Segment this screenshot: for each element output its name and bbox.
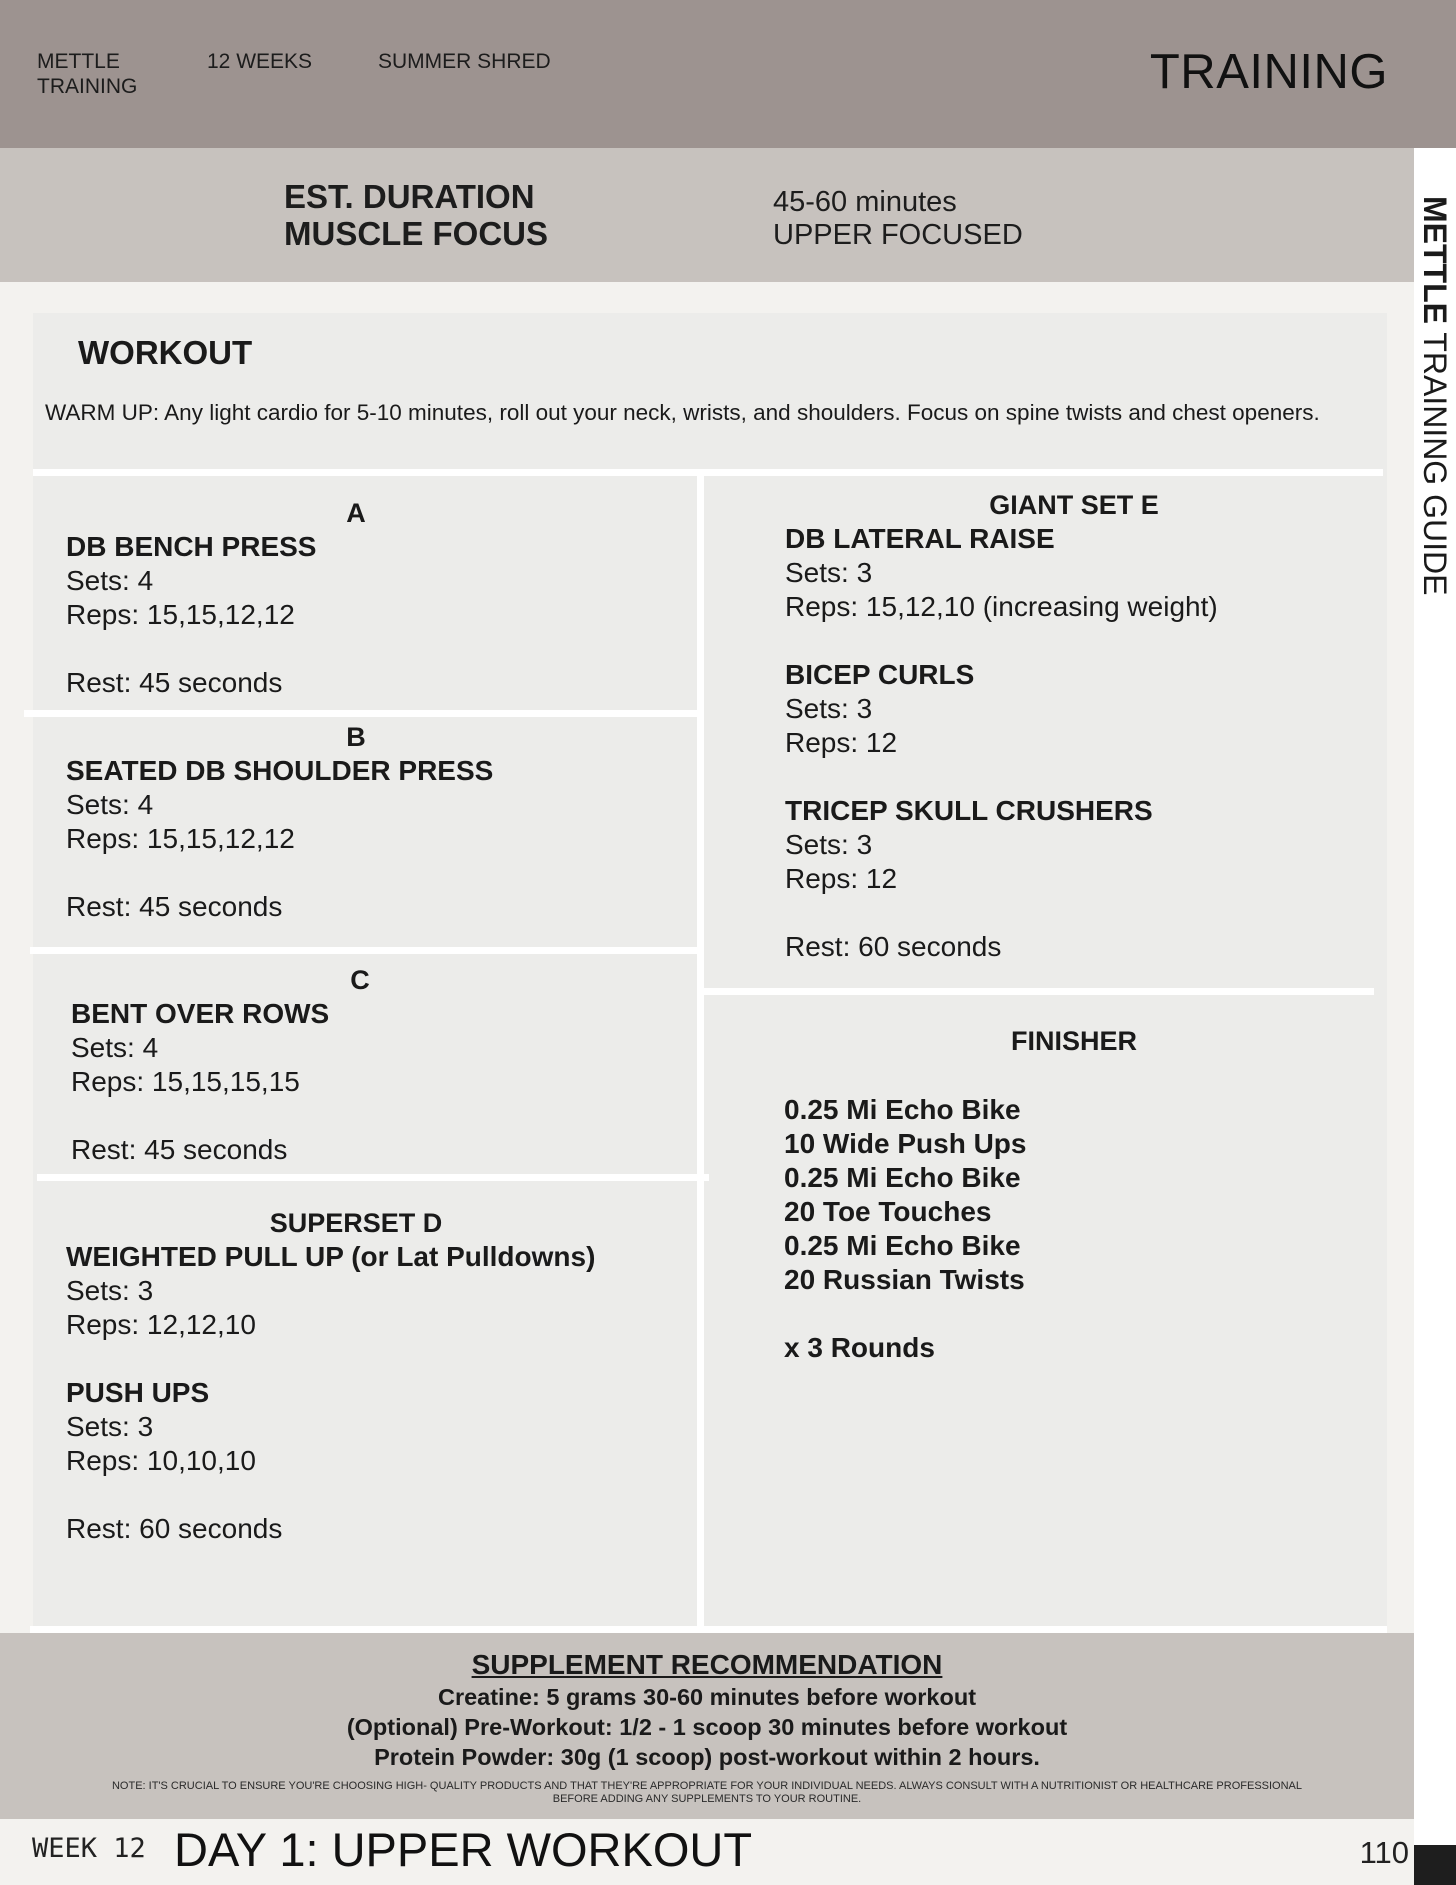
exercise-name: BENT OVER ROWS bbox=[71, 998, 330, 1029]
exercise-reps: Reps: 15,15,12,12 bbox=[66, 599, 295, 630]
supplement-line: Protein Powder: 30g (1 scoop) post-workout within 2 hours. bbox=[374, 1744, 1040, 1770]
workout-title: WORKOUT bbox=[78, 334, 253, 371]
exercise-sets: Sets: 4 bbox=[71, 1032, 159, 1063]
warmup-text: WARM UP: Any light cardio for 5-10 minutes, roll out your neck, wrists, and shoulders. Focus on spine twists and chest openers. bbox=[45, 400, 1320, 425]
supplement-line: (Optional) Pre-Workout: 1/2 - 1 scoop 30 minutes before workout bbox=[346, 1714, 1068, 1740]
finisher-item: 10 Wide Push Ups bbox=[784, 1128, 1027, 1159]
exercise-name: WEIGHTED PULL UP (or Lat Pulldowns) bbox=[66, 1241, 596, 1272]
divider-horizontal bbox=[37, 1174, 709, 1181]
finisher-item: 0.25 Mi Echo Bike bbox=[784, 1094, 1021, 1125]
finisher-item: 0.25 Mi Echo Bike bbox=[784, 1230, 1021, 1261]
exercise-reps: Reps: 15,12,10 (increasing weight) bbox=[785, 591, 1218, 622]
supplement-line: Creatine: 5 grams 30-60 minutes before workout bbox=[437, 1684, 977, 1710]
divider-horizontal bbox=[30, 1626, 1387, 1633]
side-guide-label-rest: TRAINING GUIDE bbox=[1417, 323, 1453, 596]
divider-horizontal bbox=[33, 469, 1383, 476]
exercise-sets: Sets: 4 bbox=[66, 789, 154, 820]
exercise-reps: Reps: 15,15,12,12 bbox=[66, 823, 295, 854]
exercise-reps: Reps: 12 bbox=[785, 863, 898, 894]
program-name: SUMMER SHRED bbox=[378, 50, 551, 73]
exercise-rest: Rest: 45 seconds bbox=[71, 1134, 288, 1165]
exercise-name: DB LATERAL RAISE bbox=[785, 523, 1055, 554]
block-d-label: SUPERSET D bbox=[269, 1208, 443, 1238]
exercise-sets: Sets: 3 bbox=[785, 829, 873, 860]
week-label: WEEK 12 bbox=[32, 1833, 146, 1864]
section-title: TRAINING bbox=[1149, 45, 1388, 99]
divider-vertical bbox=[697, 476, 704, 1636]
exercise-rest: Rest: 45 seconds bbox=[66, 891, 283, 922]
exercise-reps: Reps: 15,15,15,15 bbox=[71, 1066, 300, 1097]
exercise-sets: Sets: 4 bbox=[66, 565, 154, 596]
duration-value: 45-60 minutes bbox=[773, 186, 957, 218]
divider-horizontal bbox=[704, 988, 1374, 995]
block-b-label: B bbox=[346, 722, 366, 752]
muscle-focus-value: UPPER FOCUSED bbox=[773, 219, 1023, 251]
divider-horizontal bbox=[24, 710, 697, 717]
exercise-sets: Sets: 3 bbox=[785, 557, 873, 588]
exercise-reps: Reps: 12 bbox=[785, 727, 898, 758]
block-c-label: C bbox=[350, 965, 370, 995]
exercise-sets: Sets: 3 bbox=[785, 693, 873, 724]
exercise-rest: Rest: 45 seconds bbox=[66, 667, 283, 698]
supplement-disclaimer: NOTE: IT'S CRUCIAL TO ENSURE YOU'RE CHOOSING HIGH- QUALITY PRODUCTS AND THAT THEY'RE APPROPRIATE FOR YOUR INDIVIDUAL NEEDS. ALWAYS CONSULT WITH A NUTRITIONIST OR HEALTHCARE PROFESSIONAL BEFORE ADDING ANY SUPPLEMENTS TO YOUR ROUTINE. bbox=[111, 1780, 1303, 1805]
finisher-item: 20 Russian Twists bbox=[784, 1264, 1025, 1295]
finisher-item: 0.25 Mi Echo Bike bbox=[784, 1162, 1021, 1193]
duration-label: EST. DURATION bbox=[284, 178, 535, 215]
exercise-name: TRICEP SKULL CRUSHERS bbox=[785, 795, 1153, 826]
page-corner-mark bbox=[1414, 1845, 1456, 1885]
program-length: 12 WEEKS bbox=[207, 50, 313, 73]
block-e-label: GIANT SET E bbox=[989, 490, 1159, 520]
muscle-focus-label: MUSCLE FOCUS bbox=[284, 215, 548, 252]
exercise-name: SEATED DB SHOULDER PRESS bbox=[66, 755, 494, 786]
exercise-rest: Rest: 60 seconds bbox=[66, 1513, 283, 1544]
exercise-rest: Rest: 60 seconds bbox=[785, 931, 1002, 962]
exercise-name: BICEP CURLS bbox=[785, 659, 975, 690]
finisher-rounds: x 3 Rounds bbox=[784, 1332, 935, 1363]
exercise-sets: Sets: 3 bbox=[66, 1411, 154, 1442]
supplement-title: SUPPLEMENT RECOMMENDATION bbox=[471, 1649, 943, 1680]
exercise-sets: Sets: 3 bbox=[66, 1275, 154, 1306]
brand-name: METTLE TRAINING bbox=[37, 50, 138, 98]
block-a-label: A bbox=[346, 498, 366, 528]
finisher-item: 20 Toe Touches bbox=[784, 1196, 992, 1227]
exercise-name: DB BENCH PRESS bbox=[66, 531, 317, 562]
info-band bbox=[0, 148, 1414, 282]
day-title: DAY 1: UPPER WORKOUT bbox=[174, 1823, 753, 1876]
side-guide-label-bold: METTLE bbox=[1417, 196, 1453, 324]
divider-horizontal bbox=[30, 947, 697, 954]
exercise-name: PUSH UPS bbox=[66, 1377, 210, 1408]
exercise-reps: Reps: 10,10,10 bbox=[66, 1445, 256, 1476]
page-number: 110 bbox=[1359, 1835, 1409, 1870]
side-guide-label bbox=[1414, 196, 1456, 656]
exercise-reps: Reps: 12,12,10 bbox=[66, 1309, 256, 1340]
finisher-title: FINISHER bbox=[1010, 1026, 1137, 1056]
